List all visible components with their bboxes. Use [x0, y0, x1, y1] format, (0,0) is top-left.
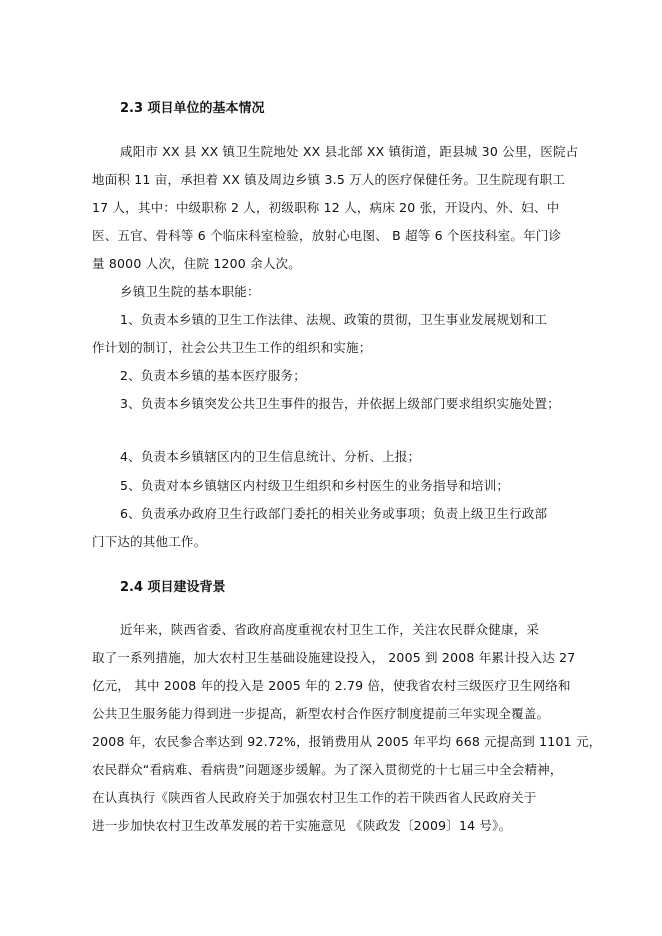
function-item: 2、负责本乡镇的基本医疗服务； [120, 368, 306, 383]
paragraph-line: 近年来，陕西省委、省政府高度重视农村卫生工作，关注农民群众健康，采 [120, 622, 540, 637]
function-item-continued: 门下达的其他工作。 [92, 534, 207, 549]
paragraph-line: 在认真执行《陕西省人民政府关于加强农村卫生工作的若干陕西省人民政府关于 [92, 790, 537, 805]
paragraph-line: 2008 年，农民参合率达到 92.72%，报销费用从 2005 年平均 668 元提高到 1101 元， [92, 734, 602, 749]
paragraph-line: 医、五官、骨科等 6 个临床科室检验，放射心电图、 B 超等 6 个医技科室。年门诊 [92, 228, 562, 243]
function-item: 4、负责本乡镇辖区内的卫生信息统计、分析、上报； [120, 449, 421, 464]
paragraph-line: 17 人，其中：中级职称 2 人，初级职称 12 人，病床 20 张，开设内、外、妇、中 [92, 200, 560, 215]
function-item-continued: 作计划的制订，社会公共卫生工作的组织和实施； [92, 340, 372, 355]
function-item: 3、负责本乡镇突发公共卫生事件的报告，并依据上级部门要求组织实施处置； [120, 396, 560, 411]
paragraph-line: 地面积 11 亩，承担着 XX 镇及周边乡镇 3.5 万人的医疗保健任务。卫生院现有职工 [92, 172, 566, 187]
paragraph-line: 取了一系列措施，加大农村卫生基础设施建设投入， 2005 到 2008 年累计投入达 27 [92, 650, 576, 665]
section-heading-2-4: 2.4 项目建设背景 [120, 580, 226, 595]
function-item: 5、负责对本乡镇辖区内村级卫生组织和乡村医生的业务指导和培训； [120, 478, 510, 493]
paragraph-line: 农民群众“看病难、看病贵”问题逐步缓解。为了深入贯彻党的十七届三中全会精神， [92, 762, 563, 777]
paragraph-line: 公共卫生服务能力得到进一步提高，新型农村合作医疗制度提前三年实现全覆盖。 [92, 706, 550, 721]
paragraph-line: 咸阳市 XX 县 XX 镇卫生院地处 XX 县北部 XX 镇街道，距县城 30 公里，医院占 [120, 144, 579, 159]
function-item: 1、负责本乡镇的卫生工作法律、法规、政策的贯彻，卫生事业发展规划和工 [120, 312, 548, 327]
paragraph-line: 量 8000 人次，住院 1200 余人次。 [92, 256, 301, 271]
function-item: 6、负责承办政府卫生行政部门委托的相关业务或事项；负责上级卫生行政部 [120, 506, 548, 521]
paragraph-line: 亿元， 其中 2008 年的投入是 2005 年的 2.79 倍，使我省农村三级医疗卫生网络和 [92, 678, 571, 693]
paragraph-line: 进一步加快农村卫生改革发展的若干实施意见 《陕政发〔2009〕14 号》。 [92, 818, 512, 833]
section-heading-2-3: 2.3 项目单位的基本情况 [120, 101, 265, 116]
functions-title: 乡镇卫生院的基本职能： [120, 284, 260, 299]
